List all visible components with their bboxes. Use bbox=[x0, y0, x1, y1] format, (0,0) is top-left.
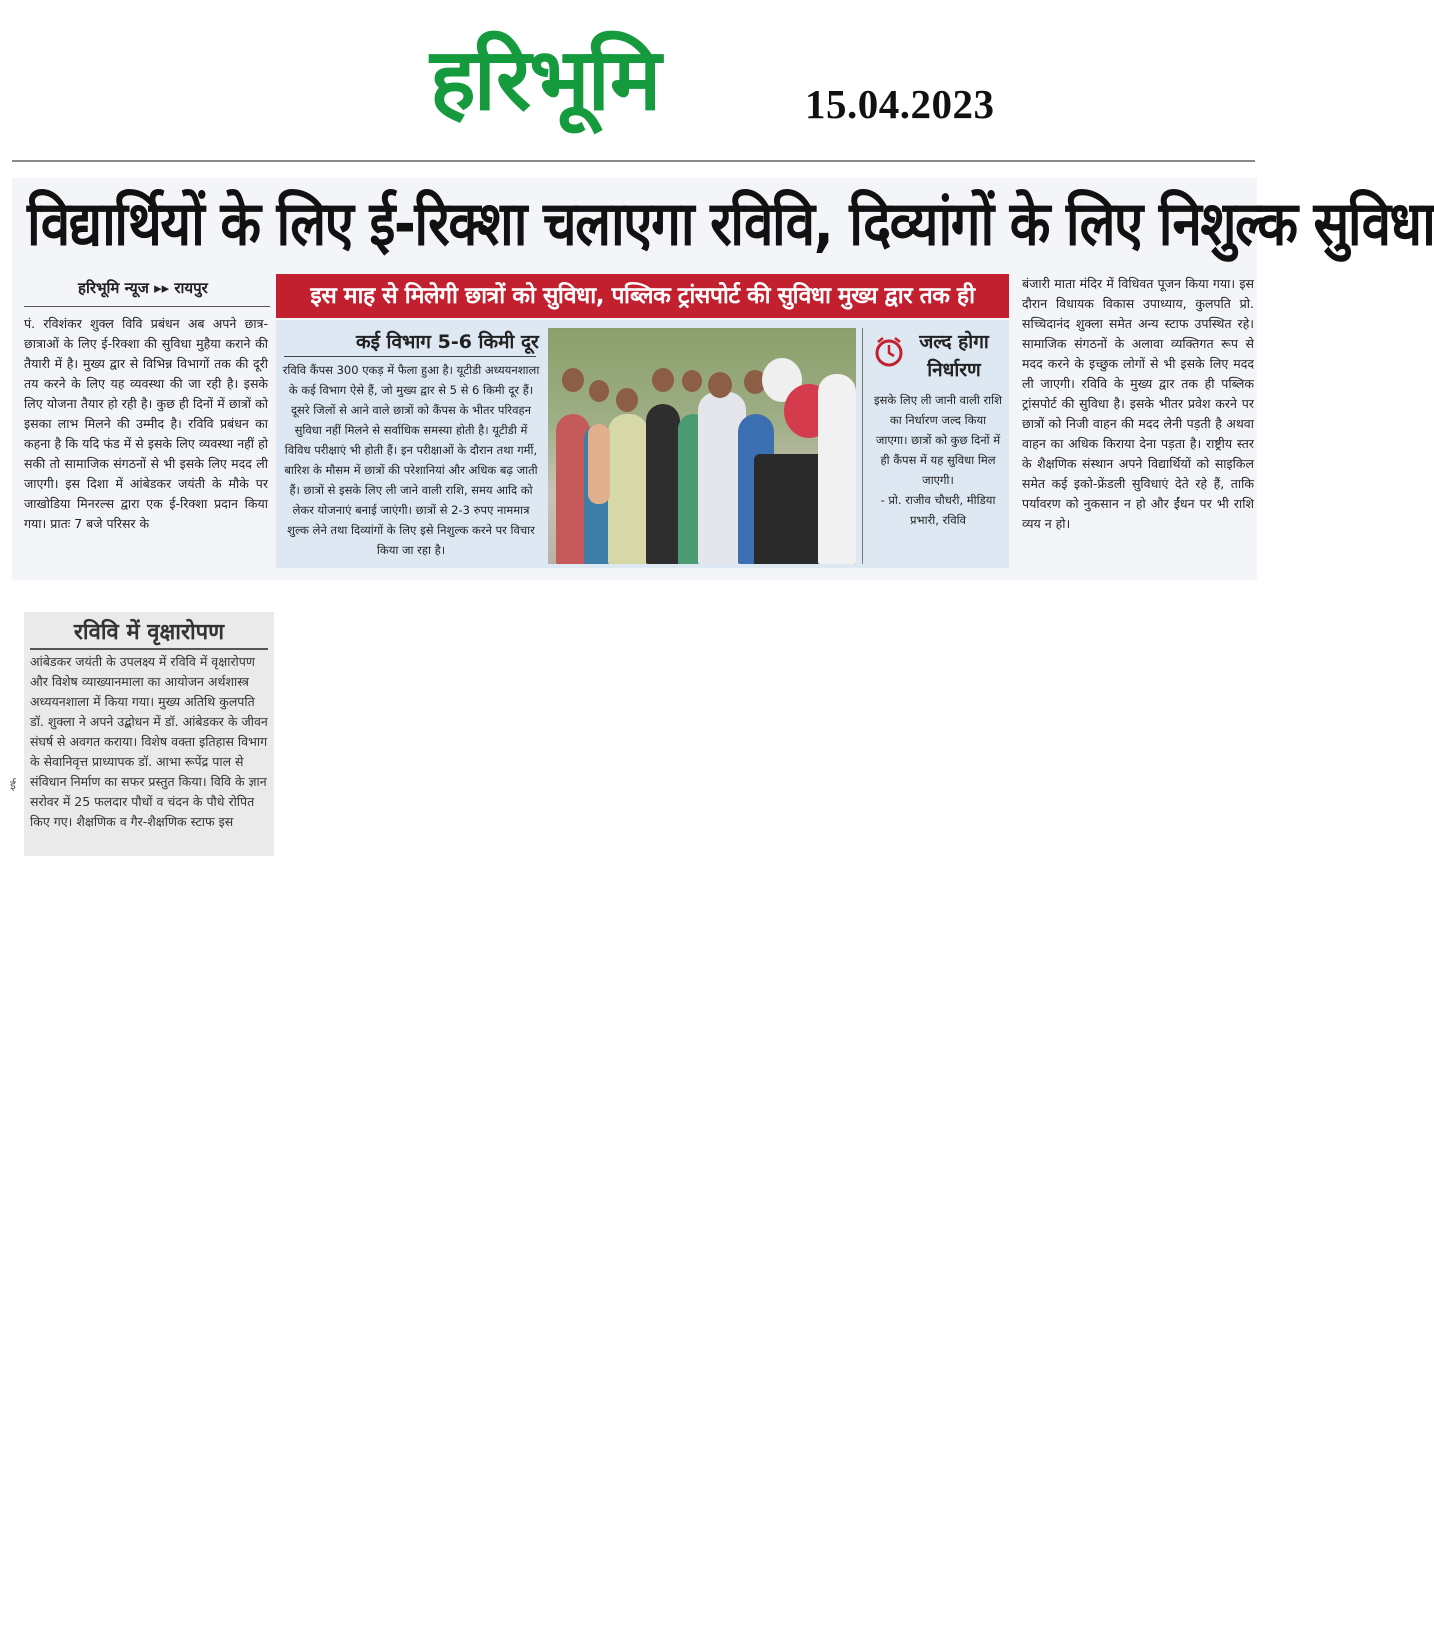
article-byline: हरिभूमि न्यूज ▸▸ रायपुर bbox=[78, 279, 208, 297]
margin-mark: ई bbox=[10, 778, 16, 792]
side-box-body bbox=[874, 390, 1002, 564]
header-divider bbox=[12, 160, 1255, 162]
info-box-body: रविवि कैंपस 300 एकड़ में फैला हुआ है। यूटीडी अध्ययनशाला के कई विभाग ऐसे हैं, जो मुख्य द्वार से 5 से 6 किमी दूर हैं। दूसरे जिलों से आने वाले छात्रों को कैंपस के भीतर परिवहन सुविधा नहीं मिलने से सर्वाधिक समस्या होती है। यूटीडी में विविध परीक्षाएं भी होती हैं। इन परीक्षाओं के दौरान तथा गर्मी, बारिश के मौसम में छात्रों की परेशानियां और अधिक बढ़ जाती हैं। छात्रों से इसके लिए ली जाने वाली राशि, समय आदि को लेकर योजनाएं बनाई जाएंगी। छात्रों से 2-3 रुपए नाममात्र शुल्क लेने तथा दिव्यांगों के लिए इसे निशुल्क करने पर विचार किया जा रहा है। bbox=[282, 363, 540, 557]
side-box-attribution: - प्रो. राजीव चौधरी, मीडिया प्रभारी, रविवि bbox=[880, 493, 996, 527]
article-right-column: बंजारी माता मंदिर में विधिवत पूजन किया गया। इस दौरान विधायक विकास उपाध्याय, कुलपति प्रो. सच्चिदानंद शुक्ला समेत अन्य स्टाफ उपस्थित रहे। सामाजिक संगठनों के अलावा व्यक्तिगत रूप से मदद करने के इच्छुक लोगों से भी इसके लिए मदद ली जाएगी। रविवि के मुख्य द्वार तक ही पब्लिक ट्रांसपोर्ट की सुविधा है। इसके भीतर प्रवेश करने पर छात्रों को निजी वाहन की मदद लेनी पड़ती है अथवा वाहन का अधिक किराया देना पड़ता है। राष्ट्रीय स्तर के शैक्षणिक संस्थान अपने विद्यार्थियों को साइकिल समेत कई इको-फ्रेंडली सुविधाएं देते रहे हैं, ताकि पर्यावरण को नुकसान न हो और ईंधन पर भी राशि व्यय न हो। bbox=[1022, 276, 1254, 531]
side-box-text: इसके लिए ली जानी वाली राशि का निर्धारण जल्द किया जाएगा। छात्रों को कुछ दिनों में ही कैंपस में यह सुविधा मिल जाएगी। bbox=[874, 393, 1002, 487]
clock-bell-icon bbox=[872, 334, 906, 368]
article-left-column: पं. रविशंकर शुक्ल विवि प्रबंधन अब अपने छात्र-छात्राओं के लिए ई-रिक्शा की सुविधा मुहैया कराने की तैयारी में है। मुख्य द्वार से विभिन्न विभागों तक की दूरी तय करने के लिए यह व्यवस्था की जा रही है। इसके लिए योजना तैयार हो रही है। कुछ ही दिनों में छात्रों को इसका लाभ मिलने की उम्मीद है। रविवि प्रबंधन का कहना है कि यदि फंड में से इसके लिए व्यवस्था नहीं हो सकी तो सामाजिक संगठनों से भी इसके लिए मदद ली जाएगी। इस दिशा में आंबेडकर जयंती के मौके पर जाखोडिया मिनरल्स द्वारा एक ई-रिक्शा प्रदान किया गया। प्रातः 7 बजे परिसर के bbox=[24, 316, 268, 531]
brief-body: आंबेडकर जयंती के उपलक्ष्य में रविवि में वृक्षारोपण और विशेष व्याख्यानमाला का आयोजन अर्थशास्त्र अध्ययनशाला में किया गया। मुख्य अतिथि कुलपति डॉ. शुक्ला ने अपने उद्बोधन में डॉ. आंबेडकर के जीवन संघर्ष से अवगत कराया। विशेष वक्ता इतिहास विभाग के सेवानिवृत्त प्राध्यापक डॉ. आभा रूपेंद्र पाल से संविधान निर्माण का सफर प्रस्तुत किया। विवि के ज्ञान सरोवर में 25 फलदार पौधों व चंदन के पौधे रोपित किए गए। शैक्षणिक व गैर-शैक्षणिक स्टाफ इस bbox=[30, 654, 268, 829]
article-clipping bbox=[12, 178, 1434, 580]
newspaper-logo: हरिभूमि bbox=[430, 30, 660, 130]
news-photo bbox=[548, 328, 856, 564]
info-box bbox=[276, 320, 1009, 568]
article-headline: विद्यार्थियों के लिए ई-रिक्शा चलाएगा रविवि, दिव्यांगों के लिए निशुल्क सुविधा bbox=[27, 189, 1434, 260]
brief-headline: रविवि में वृक्षारोपण bbox=[73, 620, 225, 645]
article-subheadline-banner: इस माह से मिलेगी छात्रों को सुविधा, पब्लिक ट्रांसपोर्ट की सुविधा मुख्य द्वार तक ही bbox=[276, 274, 1009, 318]
byline-divider bbox=[24, 306, 270, 307]
photo-divider bbox=[862, 328, 863, 564]
side-box-heading: जल्द होगा निर्धारण bbox=[919, 331, 989, 381]
info-box-divider bbox=[284, 356, 536, 357]
newspaper-masthead bbox=[430, 30, 760, 130]
brief-divider bbox=[30, 648, 268, 650]
brief-clipping bbox=[24, 612, 274, 856]
info-box-heading: कई विभाग 5-6 किमी दूर bbox=[356, 331, 539, 353]
publication-date: 15.04.2023 bbox=[805, 81, 995, 127]
